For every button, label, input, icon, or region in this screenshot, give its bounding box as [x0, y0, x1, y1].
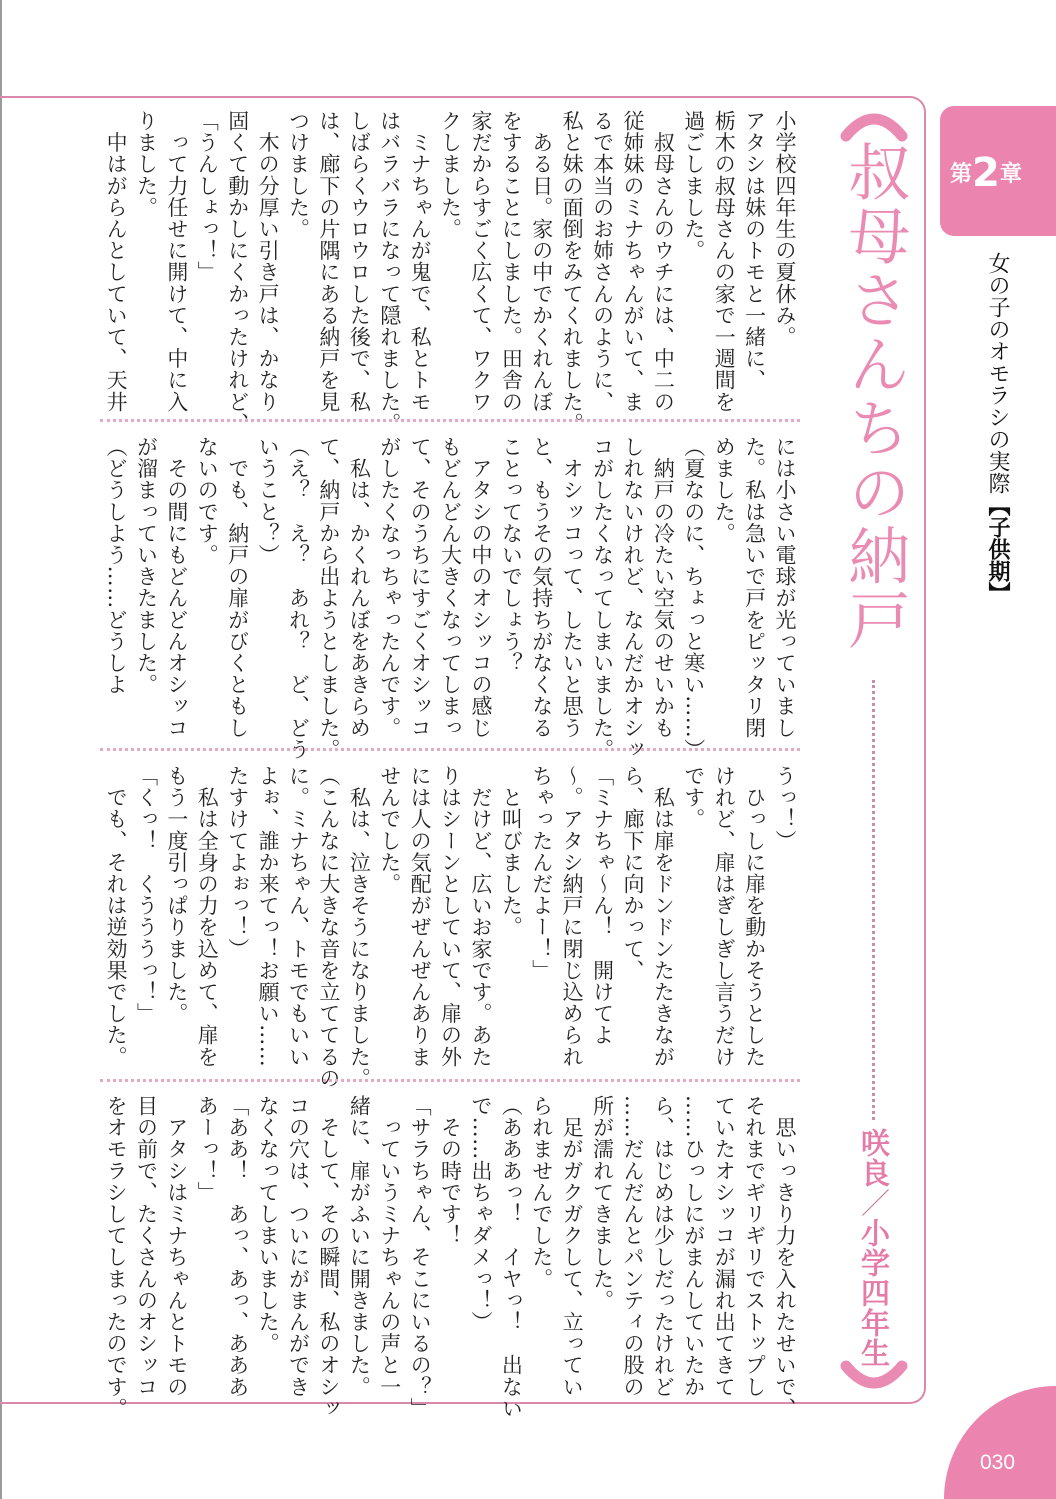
text-column: 私は、かくれんぼをあきらめ — [347, 436, 372, 739]
text-column: けれど、扉はぎしぎし言うだけ — [712, 765, 737, 1068]
text-column: 固くて動かしにくかったけれど、 — [225, 110, 250, 434]
text-column: られませんでした。 — [529, 1095, 554, 1290]
text-block-3 — [100, 765, 800, 1089]
text-column: 私と妹の面倒をみてくれました。 — [560, 110, 585, 434]
text-column: しれないけれど、なんだかオシッ — [620, 436, 645, 760]
text-column: 「うんしょっ！」 — [195, 110, 220, 283]
story-byline — [856, 1128, 892, 1368]
title-open-bracket-icon — [836, 102, 912, 142]
text-column: 「くっ！ くうううっ！」 — [134, 765, 159, 1025]
text-column: （夏なのに、ちょっと寒い……） — [681, 436, 706, 760]
text-column: クしました。 — [438, 110, 463, 240]
text-column: だけど、広いお家です。あた — [468, 765, 493, 1068]
text-column: 私は全身の力を込めて、扉を — [195, 765, 220, 1068]
text-column: ていたオシッコが漏れ出てきて — [712, 1095, 737, 1398]
text-column: りはシーンとしていて、扉の外 — [438, 765, 463, 1068]
text-column: うっ！） — [773, 765, 797, 852]
chapter-number: 2 — [972, 150, 1000, 196]
text-column: つけました。 — [286, 110, 311, 240]
page-number: 030 — [980, 1451, 1016, 1474]
byline-separator: ／ — [857, 1188, 891, 1218]
subtitle-tag: 【子供期】 — [985, 494, 1010, 604]
text-column: て、納戸から出ようとしました。 — [316, 436, 341, 760]
text-column: と、もうその気持ちがなくなる — [529, 436, 554, 739]
text-block-4 — [100, 1095, 800, 1419]
text-column: 木の分厚い引き戸は、かなり — [256, 110, 281, 413]
text-column: 小学校四年生の夏休み。 — [773, 110, 797, 348]
text-column: コがしたくなってしまいました。 — [590, 436, 615, 760]
text-block-2 — [100, 436, 800, 760]
text-column: （あああっ！ イヤっ！ 出ない — [499, 1095, 524, 1419]
text-column: アタシはミナちゃんとトモの — [164, 1095, 189, 1398]
text-column: と叫びました。 — [499, 765, 524, 938]
text-column: 家だからすごく広くて、ワクワ — [468, 110, 493, 413]
text-column: 栃木の叔母さんの家で一週間を — [712, 110, 737, 413]
text-column: もう一度引っぱりました。 — [164, 765, 189, 1025]
text-column: コの穴は、ついにがまんができ — [286, 1095, 311, 1398]
text-column: あーっ！」 — [195, 1095, 220, 1203]
text-column: でも、それは逆効果でした。 — [104, 765, 129, 1068]
dotted-separator — [100, 748, 800, 751]
text-column: しばらくウロウロした後で、私 — [347, 110, 372, 413]
text-column: たすけてよぉっ！） — [225, 765, 250, 960]
text-column: には人の気配がぜんぜんありま — [408, 765, 433, 1068]
text-column: 足がガクガクして、立ってい — [560, 1095, 585, 1398]
text-column: て、そのうちにすごくオシッコ — [408, 436, 433, 739]
text-column: 「ああ！ あっ、あっ、あああ — [225, 1095, 250, 1398]
text-column: ことってないでしょう？ — [499, 436, 524, 674]
text-column: せんでした。 — [377, 765, 402, 895]
text-column: （どうしよう……どうしよ — [104, 436, 129, 696]
text-column: です。 — [681, 765, 706, 830]
text-column: 緒に、扉がふいに開きました。 — [347, 1095, 372, 1398]
text-column: が溜まっていきたました。 — [134, 436, 159, 696]
text-column: をすることにしました。田舎の — [499, 110, 524, 413]
text-column: 私は、泣きそうになりました。 — [347, 765, 372, 1089]
chapter-label — [950, 150, 1022, 196]
text-column: よぉ、誰か来てっ！お願い…… — [256, 765, 281, 1068]
text-column: ミナちゃんが鬼で、私とトモ — [408, 110, 433, 413]
text-block-1 — [100, 110, 800, 434]
title-dotted-leader — [872, 680, 875, 1120]
text-column: いうこと？） — [256, 436, 281, 566]
author-name: 咲良 — [857, 1128, 891, 1188]
text-column: その間にもどんどんオシッコ — [164, 436, 189, 739]
title-close-bracket-icon — [836, 1360, 912, 1400]
text-column: めました。 — [712, 436, 737, 544]
text-column: に。ミナちゃん、トモでもいい — [286, 765, 311, 1068]
text-column: 思いっきり力を入れたせいで、 — [773, 1095, 797, 1419]
text-column: ～。アタシ納戸に閉じ込められ — [560, 765, 585, 1068]
text-column: は、廊下の片隅にある納戸を見 — [316, 110, 341, 413]
text-column: 「ミナちゃ～ん！ 開けてよ — [590, 765, 615, 1046]
text-column: 中はがらんとしていて、天井 — [104, 110, 129, 413]
text-column: るで本当のお姉さんのように、 — [590, 110, 615, 413]
text-column: ら、廊下に向かって、 — [620, 765, 645, 981]
chapter-suffix: 章 — [999, 162, 1022, 187]
text-column: アタシは妹のトモと一緒に、 — [742, 110, 767, 391]
text-column: りました。 — [134, 110, 159, 218]
text-column: で……出ちゃダメっ！） — [468, 1095, 493, 1333]
chapter-prefix: 第 — [950, 162, 973, 187]
text-column: 納戸の冷たい空気のせいかも — [651, 436, 676, 739]
text-column: 叔母さんのウチには、中二の — [651, 110, 676, 413]
text-column: そして、その瞬間、私のオシッ — [316, 1095, 341, 1419]
text-column: ……だんだんとパンティの股の — [620, 1095, 645, 1398]
text-column: には小さい電球が光っていまし — [773, 436, 797, 739]
author-grade: 小学四年生 — [857, 1218, 891, 1368]
text-column: ある日。家の中でかくれんぼ — [529, 110, 554, 413]
text-column: アタシの中のオシッコの感じ — [468, 436, 493, 739]
text-column: ないのです。 — [195, 436, 220, 566]
page-number-badge — [944, 1386, 1056, 1499]
text-column: もどんどん大きくなってしまっ — [438, 436, 463, 739]
text-column: をオモラシしてしまったのです。 — [104, 1095, 129, 1419]
text-column: それまでギリギリでストップし — [742, 1095, 767, 1398]
text-column: 従姉妹のミナちゃんがいて、ま — [620, 110, 645, 413]
section-subtitle — [982, 252, 1012, 604]
text-column: 「サラちゃん、そこにいるの？」 — [408, 1095, 433, 1419]
text-column: ちゃったんだよー！」 — [529, 765, 554, 981]
text-column: オシッコって、したいと思う — [560, 436, 585, 739]
text-column: ……ひっしにがまんしていたか — [681, 1095, 706, 1398]
text-column: って力任せに開けて、中に入 — [164, 110, 189, 413]
text-column: その時です！ — [438, 1095, 463, 1247]
text-column: （こんなに大きな音を立ててるの — [316, 765, 341, 1089]
text-column: 過ごしました。 — [681, 110, 706, 262]
text-column: 目の前で、たくさんのオシッコ — [134, 1095, 159, 1398]
dotted-separator — [100, 419, 800, 422]
text-column: ら、はじめは少しだったけれど — [651, 1095, 676, 1398]
text-column: はバラバラになって隠れました。 — [377, 110, 402, 434]
text-column: 私は扉をドンドンたたきなが — [651, 765, 676, 1068]
story-title: 叔母さんちの納戸 — [838, 140, 911, 652]
text-column: 所が濡れてきました。 — [590, 1095, 615, 1311]
text-column: っていうミナちゃんの声と一 — [377, 1095, 402, 1398]
dotted-separator — [100, 1079, 800, 1082]
text-column: がしたくなっちゃったんです。 — [377, 436, 402, 739]
subtitle-main: 女の子のオモラシの実際 — [985, 252, 1010, 494]
text-column: ひっしに扉を動かそうとした — [742, 765, 767, 1068]
text-column: た。私は急いで戸をピッタリ閉 — [742, 436, 767, 739]
text-column: （え？ え？ あれ？ ど、どう — [286, 436, 311, 760]
text-column: でも、納戸の扉がびくともし — [225, 436, 250, 739]
text-column: なくなってしまいました。 — [256, 1095, 281, 1355]
